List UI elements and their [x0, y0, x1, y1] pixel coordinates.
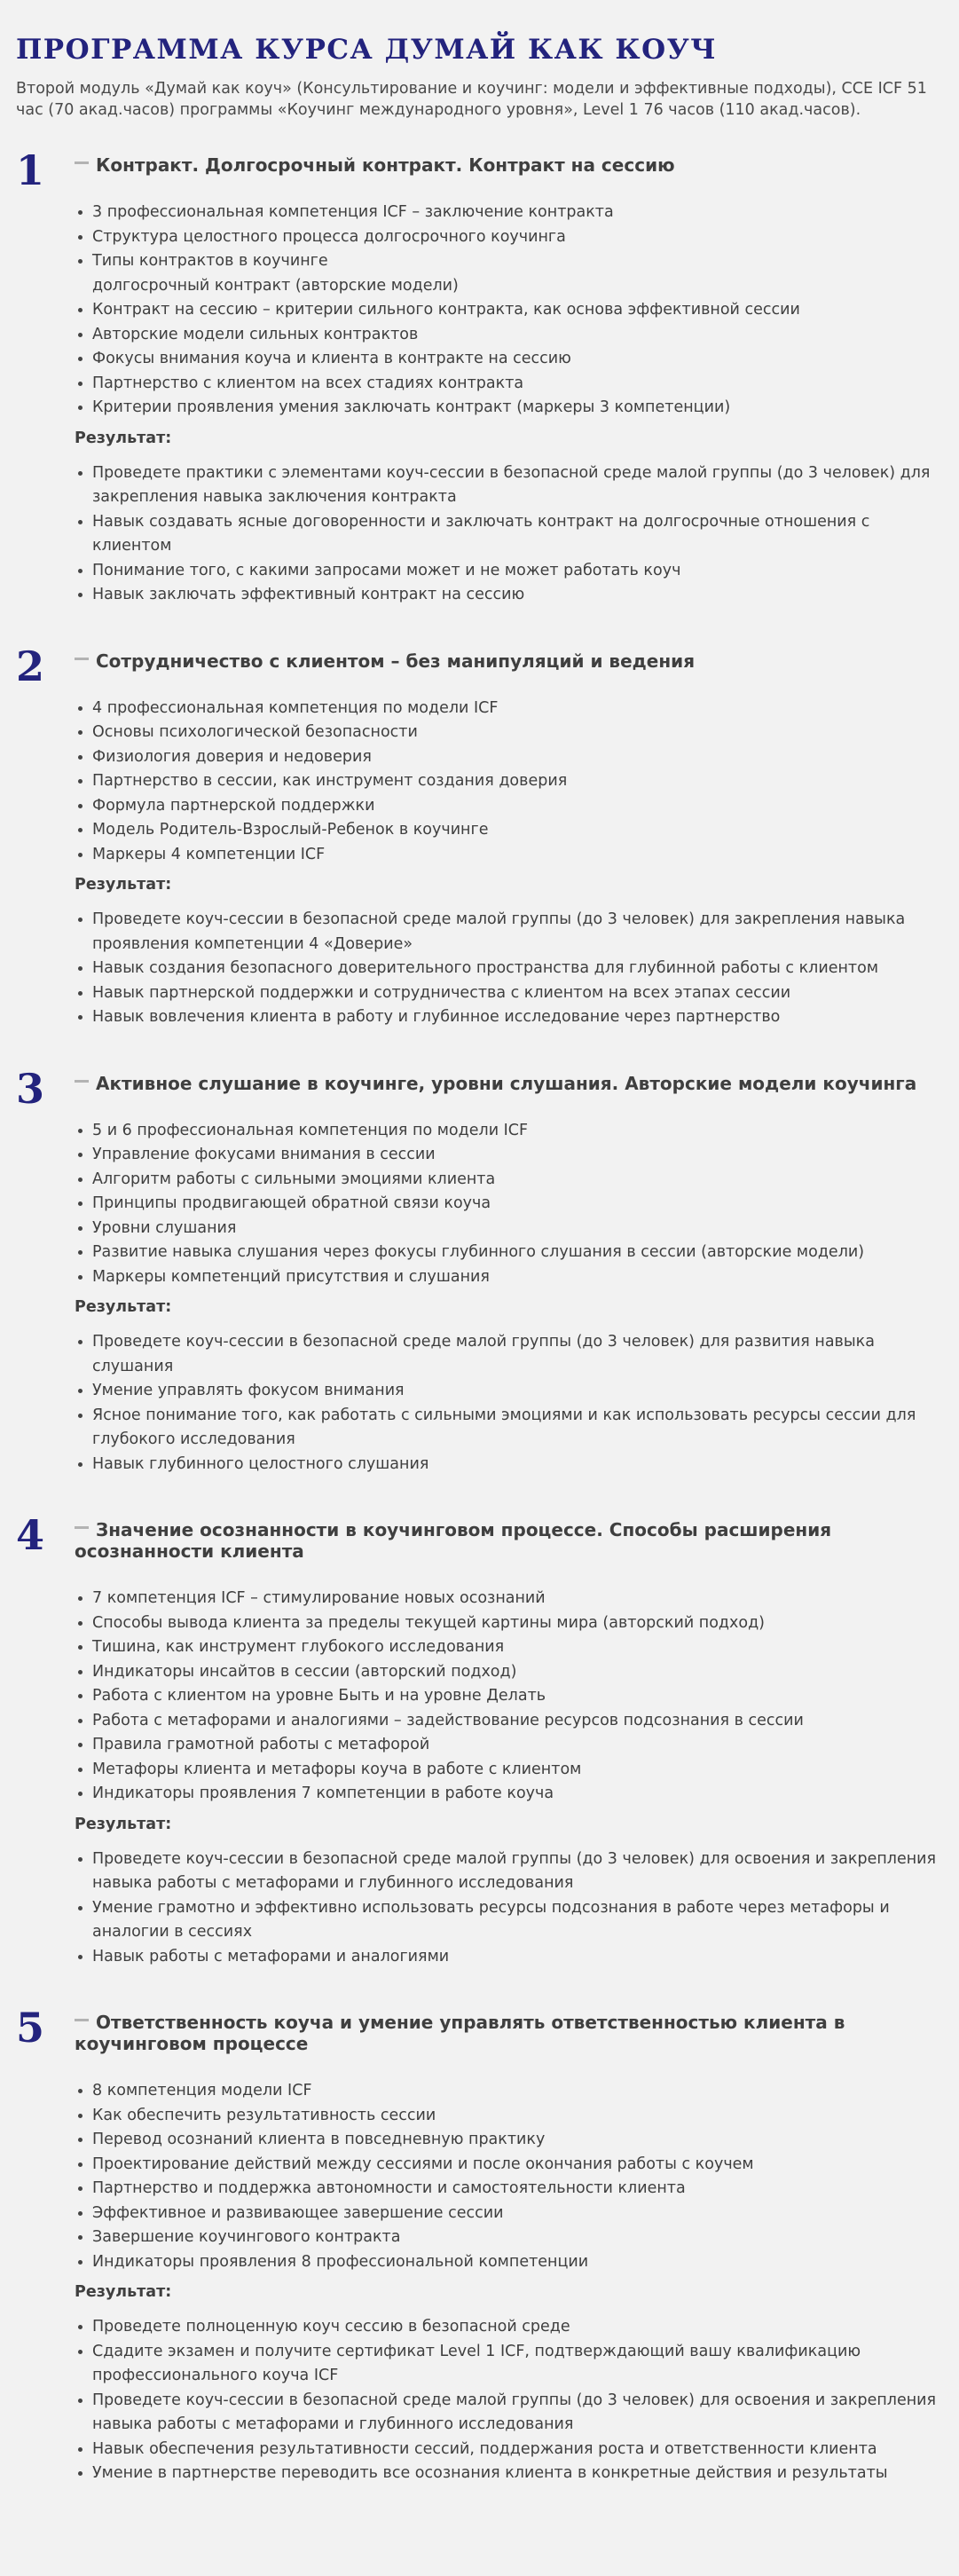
list-item: Индикаторы инсайтов в сессии (авторский подход): [75, 1660, 943, 1685]
title-dash-icon: [75, 1526, 89, 1529]
results-list: [75, 908, 943, 1030]
list-item: Маркеры 4 компетенции ICF: [75, 843, 943, 868]
list-item: 7 компетенция ICF – стимулирование новых осознаний: [75, 1587, 943, 1611]
list-item: Индикаторы проявления 8 профессиональной компетенции: [75, 2250, 943, 2275]
list-item: Навык вовлечения клиента в работу и глубинное исследование через партнерство: [75, 1005, 943, 1030]
result-label: Результат:: [75, 429, 172, 447]
list-item: 4 профессиональная компетенция по модели ICF: [75, 697, 943, 721]
list-item: Завершение коучингового контракта: [75, 2225, 943, 2250]
list-item: Проведете практики с элементами коуч-сессии в безопасной среде малой группы (до 3 человек) для закрепления навыка заключения контракта: [75, 461, 943, 510]
modules-list: [16, 146, 943, 2486]
title-dash-icon: [75, 2019, 89, 2021]
module-number: 4: [16, 1511, 45, 1559]
results-list: [75, 1847, 943, 1970]
module-4: [16, 1511, 943, 1969]
module-title-text: Контракт. Долгосрочный контракт. Контракт на сессию: [96, 154, 675, 176]
list-item: Перевод осознаний клиента в повседневную практику: [75, 2128, 943, 2153]
module-5: [16, 2004, 943, 2486]
list-item: Сдадите экзамен и получите сертификат Level 1 ICF, подтверждающий вашу квалификацию профессионального коуча ICF: [75, 2340, 943, 2389]
list-item: Умение управлять фокусом внимания: [75, 1379, 943, 1404]
list-item: Проведете полноценную коуч сессию в безопасной среде: [75, 2315, 943, 2340]
list-item: Навык партнерской поддержки и сотрудничества с клиентом на всех этапах сессии: [75, 981, 943, 1006]
title-dash-icon: [75, 658, 89, 660]
result-label: Результат:: [75, 876, 172, 894]
list-item: Навык заключать эффективный контракт на сессию: [75, 583, 943, 608]
list-item: Как обеспечить результативность сессии: [75, 2104, 943, 2129]
list-item: Способы вывода клиента за пределы текущей картины мира (авторский подход): [75, 1611, 943, 1636]
list-item: Умение в партнерстве переводить все осознания клиента в конкретные действия и результаты: [75, 2462, 943, 2486]
list-item: Проведете коуч-сессии в безопасной среде малой группы (до 3 человек) для развития навыка слушания: [75, 1330, 943, 1379]
list-item: Партнерство в сессии, как инструмент создания доверия: [75, 769, 943, 794]
list-item: Навык обеспечения результативности сессий, поддержания роста и ответственности клиента: [75, 2438, 943, 2462]
list-item: 5 и 6 профессиональная компетенция по модели ICF: [75, 1119, 943, 1144]
topics-list: [75, 697, 943, 868]
list-item: Авторские модели сильных контрактов: [75, 323, 943, 348]
list-item: Навык создания безопасного доверительного пространства для глубинной работы с клиентом: [75, 957, 943, 981]
module-title-text: Ответственность коуча и умение управлять ответственностью клиента в коучинговом процессе: [75, 2012, 845, 2054]
module-1: [16, 146, 943, 608]
results-list: [75, 1330, 943, 1477]
module-number: 2: [16, 642, 45, 690]
list-item: Модель Родитель-Взрослый-Ребенок в коучинге: [75, 818, 943, 843]
module-number: 3: [16, 1064, 45, 1113]
module-title: [75, 2012, 943, 2054]
list-item: Понимание того, с какими запросами может и не может работать коуч: [75, 559, 943, 584]
list-item: Метафоры клиента и метафоры коуча в работе с клиентом: [75, 1758, 943, 1783]
list-item: Принципы продвигающей обратной связи коуча: [75, 1192, 943, 1217]
module-number: 1: [16, 146, 45, 194]
list-item: Навык работы с метафорами и аналогиями: [75, 1945, 943, 1970]
list-item: Контракт на сессию – критерии сильного контракта, как основа эффективной сессии: [75, 298, 943, 323]
list-item: Проектирование действий между сессиями и после окончания работы с коучем: [75, 2153, 943, 2178]
list-item: Навык создавать ясные договоренности и заключать контракт на долгосрочные отношения с клиентом: [75, 510, 943, 559]
list-item: Управление фокусами внимания в сессии: [75, 1143, 943, 1168]
list-item: Индикаторы проявления 7 компетенции в работе коуча: [75, 1782, 943, 1807]
list-item: Физиология доверия и недоверия: [75, 745, 943, 770]
list-item: Маркеры компетенций присутствия и слушания: [75, 1265, 943, 1290]
list-item: Основы психологической безопасности: [75, 721, 943, 745]
page-title: ПРОГРАММА КУРСА ДУМАЙ КАК КОУЧ: [16, 34, 718, 66]
results-list: [75, 2315, 943, 2486]
list-item: 3 профессиональная компетенция ICF – заключение контракта: [75, 201, 943, 225]
module-title-text: Значение осознанности в коучинговом процессе. Способы расширения осознанности клиента: [75, 1519, 832, 1562]
list-item: Работа с клиентом на уровне Быть и на уровне Делать: [75, 1684, 943, 1709]
module-title-text: Сотрудничество с клиентом – без манипуляций и ведения: [96, 650, 696, 672]
topics-list: [75, 201, 943, 421]
list-item: Партнерство и поддержка автономности и самостоятельности клиента: [75, 2177, 943, 2202]
module-title-text: Активное слушание в коучинге, уровни слушания. Авторские модели коучинга: [96, 1072, 917, 1094]
result-label: Результат:: [75, 1815, 172, 1833]
result-label: Результат:: [75, 2283, 172, 2301]
list-item: Работа с метафорами и аналогиями – задействование ресурсов подсознания в сессии: [75, 1709, 943, 1734]
list-item: Типы контрактов в коучинге долгосрочный контракт (авторские модели): [75, 249, 943, 298]
list-item: Фокусы внимания коуча и клиента в контракте на сессию: [75, 347, 943, 372]
list-item: Партнерство с клиентом на всех стадиях контракта: [75, 372, 943, 397]
list-item: Формула партнерской поддержки: [75, 794, 943, 819]
title-dash-icon: [75, 161, 89, 164]
list-item: 8 компетенция модели ICF: [75, 2079, 943, 2104]
list-item: Проведете коуч-сессии в безопасной среде малой группы (до 3 человек) для освоения и закрепления навыка работы с метафорами и глубинного исследования: [75, 2389, 943, 2438]
list-item: Тишина, как инструмент глубокого исследования: [75, 1635, 943, 1660]
list-item: Правила грамотной работы с метафорой: [75, 1733, 943, 1758]
topics-list: [75, 1587, 943, 1807]
list-item: Умение грамотно и эффективно использовать ресурсы подсознания в работе через метафоры и аналогии в сессиях: [75, 1896, 943, 1945]
list-item: Критерии проявления умения заключать контракт (маркеры 3 компетенции): [75, 396, 943, 421]
module-3: [16, 1064, 943, 1477]
list-item: Эффективное и развивающее завершение сессии: [75, 2202, 943, 2226]
list-item: Навык глубинного целостного слушания: [75, 1453, 943, 1477]
module-title: [75, 1073, 943, 1094]
list-item: Уровни слушания: [75, 1217, 943, 1241]
list-item: Алгоритм работы с сильными эмоциями клиента: [75, 1168, 943, 1193]
page-subtitle: Второй модуль «Думай как коуч» (Консультирование и коучинг: модели и эффективные подходы), CCE ICF 51 час (70 акад.часов) программы «Коучинг международного уровня», Level 1 76 часов (110 акад.часов).: [16, 80, 927, 119]
topics-list: [75, 1119, 943, 1290]
title-dash-icon: [75, 1080, 89, 1083]
list-item: Структура целостного процесса долгосрочного коучинга: [75, 225, 943, 250]
module-number: 5: [16, 2004, 45, 2052]
topics-list: [75, 2079, 943, 2274]
list-item: Ясное понимание того, как работать с сильными эмоциями и как использовать ресурсы сессии для глубокого исследования: [75, 1404, 943, 1453]
list-item: Проведете коуч-сессии в безопасной среде малой группы (до 3 человек) для освоения и закрепления навыка работы с метафорами и глубинного исследования: [75, 1847, 943, 1896]
list-item: Развитие навыка слушания через фокусы глубинного слушания в сессии (авторские модели): [75, 1241, 943, 1265]
module-title: [75, 650, 943, 672]
list-item: Проведете коуч-сессии в безопасной среде малой группы (до 3 человек) для закрепления навыка проявления компетенции 4 «Доверие»: [75, 908, 943, 957]
module-2: [16, 642, 943, 1030]
results-list: [75, 461, 943, 608]
module-title: [75, 154, 943, 176]
module-title: [75, 1519, 943, 1562]
result-label: Результат:: [75, 1298, 172, 1316]
